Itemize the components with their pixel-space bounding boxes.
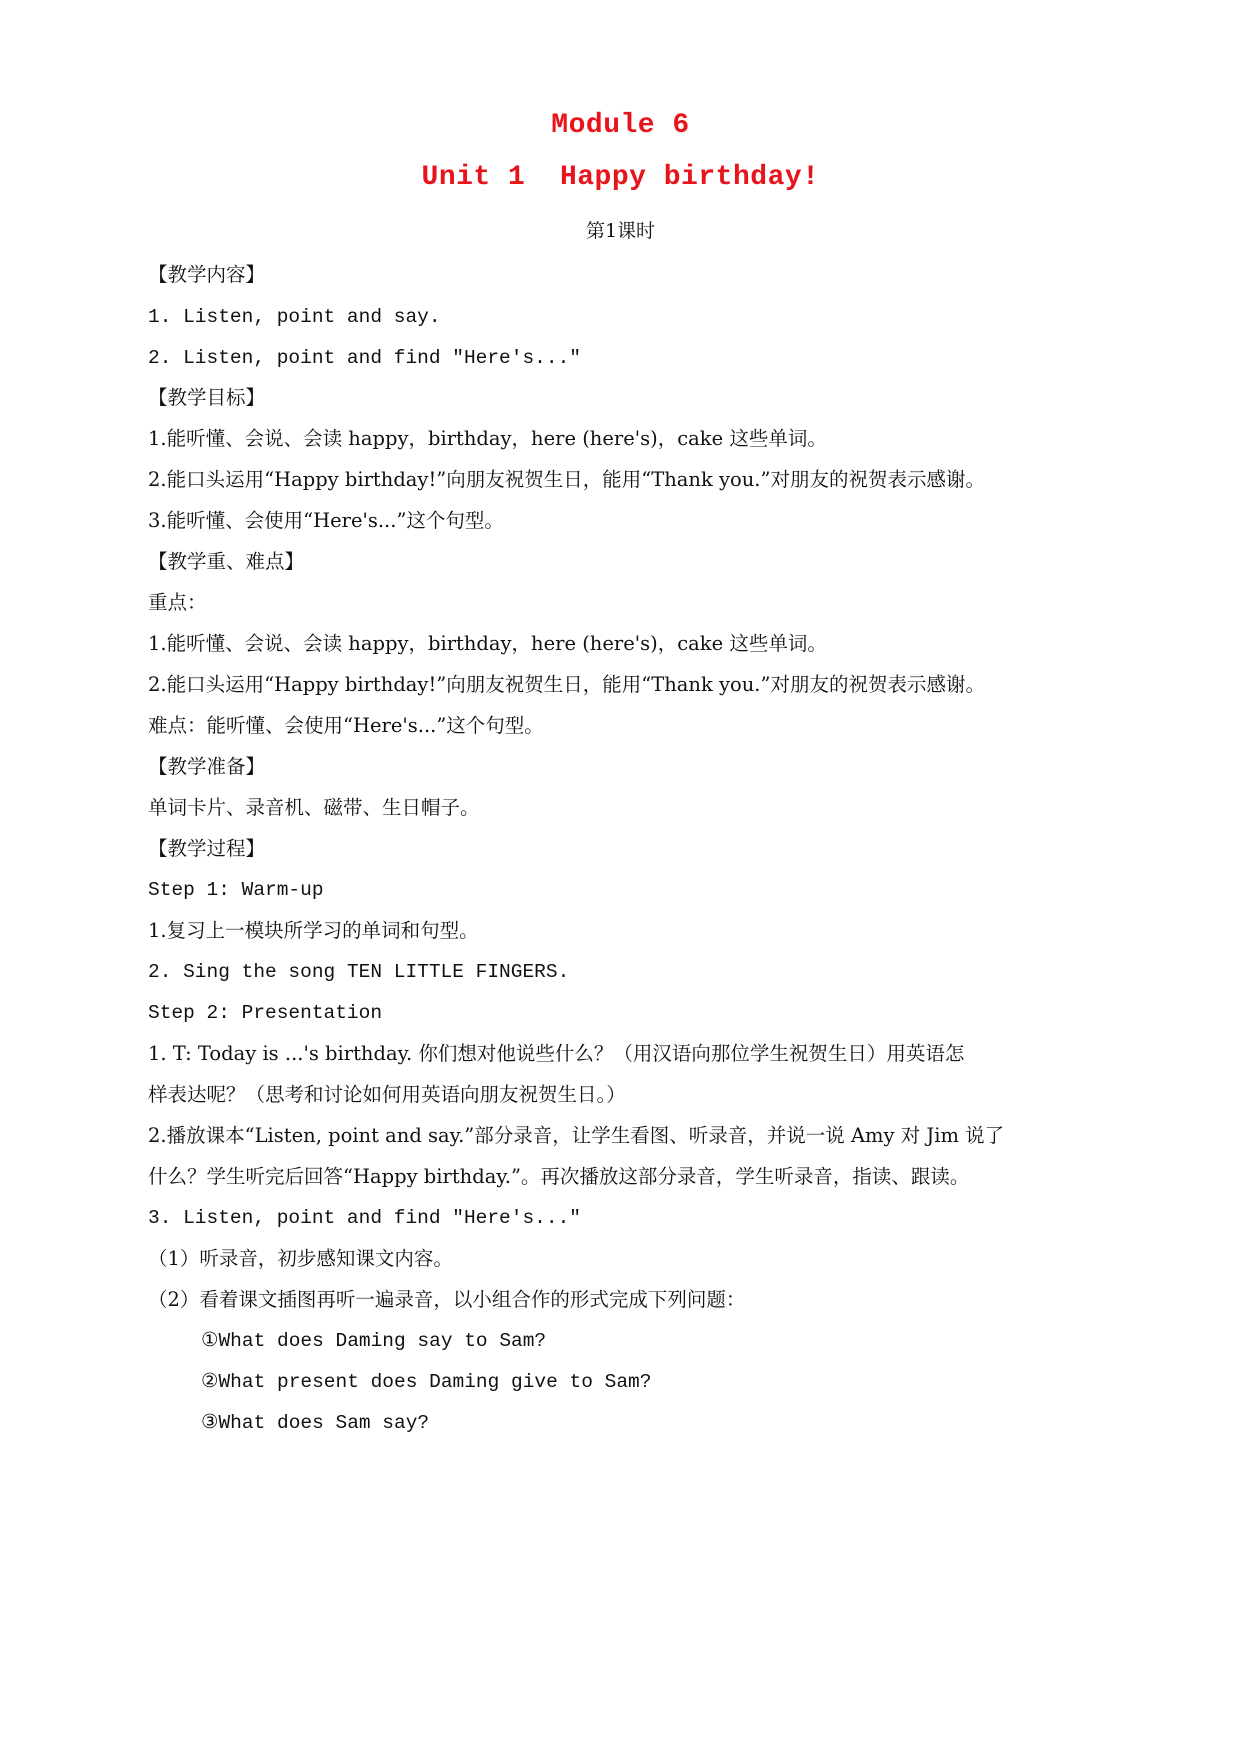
objectives-heading: 【教学目标】	[148, 386, 266, 409]
step1-item: 1.复习上一模块所学习的单词和句型。	[148, 919, 479, 942]
step2-item3: 3. Listen, point and find "Here's..."	[148, 1207, 581, 1229]
objective-item: 2.能口头运用“Happy birthday!”向朋友祝贺生日，能用“Thank you.”对朋友的祝贺表示感谢。	[148, 468, 985, 491]
teaching-content-heading: 【教学内容】	[148, 263, 266, 286]
teaching-content-item: 2. Listen, point and find "Here's..."	[148, 347, 581, 369]
step2-item2-line1: 2.播放课本“Listen, point and say.”部分录音，让学生看图、听录音，并说一说 Amy 对 Jim 说了	[148, 1124, 1005, 1147]
question-item: ③What does Sam say?	[201, 1412, 430, 1434]
objective-item: 1.能听懂、会说、会读 happy，birthday，here (here's)，cake 这些单词。	[148, 427, 827, 450]
step1-item: 2. Sing the song TEN LITTLE FINGERS.	[148, 961, 570, 983]
step2-item1-line2: 样表达呢？（思考和讨论如何用英语向朋友祝贺生日。）	[148, 1083, 626, 1106]
lesson-number: 第1课时	[585, 220, 656, 242]
step2-sub-item: （2）看着课文插图再听一遍录音，以小组合作的形式完成下列问题：	[148, 1288, 746, 1311]
module-title: Module 6	[551, 110, 690, 141]
process-heading: 【教学过程】	[148, 837, 266, 860]
step2-title: Step 2: Presentation	[148, 1002, 383, 1024]
key-point-item: 2.能口头运用“Happy birthday!”向朋友祝贺生日，能用“Thank you.”对朋友的祝贺表示感谢。	[148, 673, 985, 696]
step1-title: Step 1: Warm-up	[148, 879, 324, 901]
step2-item2-line2: 什么？学生听完后回答“Happy birthday.”。再次播放这部分录音，学生听录音，指读、跟读。	[148, 1165, 970, 1188]
difficulty-line: 难点：能听懂、会使用“Here's...”这个句型。	[148, 714, 544, 737]
key-points-heading: 【教学重、难点】	[148, 550, 305, 573]
unit-title: Unit 1 Happy birthday!	[421, 162, 820, 193]
step2-sub-item: （1）听录音，初步感知课文内容。	[148, 1247, 453, 1270]
step2-item1-line1: 1. T: Today is ...'s birthday. 你们想对他说些什么？（用汉语向那位学生祝贺生日）用英语怎	[148, 1042, 965, 1065]
objective-item: 3.能听懂、会使用“Here's...”这个句型。	[148, 509, 504, 532]
teaching-content-item: 1. Listen, point and say.	[148, 306, 441, 328]
key-point-item: 1.能听懂、会说、会读 happy，birthday，here (here's)，cake 这些单词。	[148, 632, 827, 655]
preparation-text: 单词卡片、录音机、磁带、生日帽子。	[148, 796, 480, 819]
key-points-label: 重点：	[148, 591, 207, 614]
preparation-heading: 【教学准备】	[148, 755, 266, 778]
question-item: ②What present does Daming give to Sam?	[201, 1371, 652, 1393]
question-item: ①What does Daming say to Sam?	[201, 1330, 547, 1352]
